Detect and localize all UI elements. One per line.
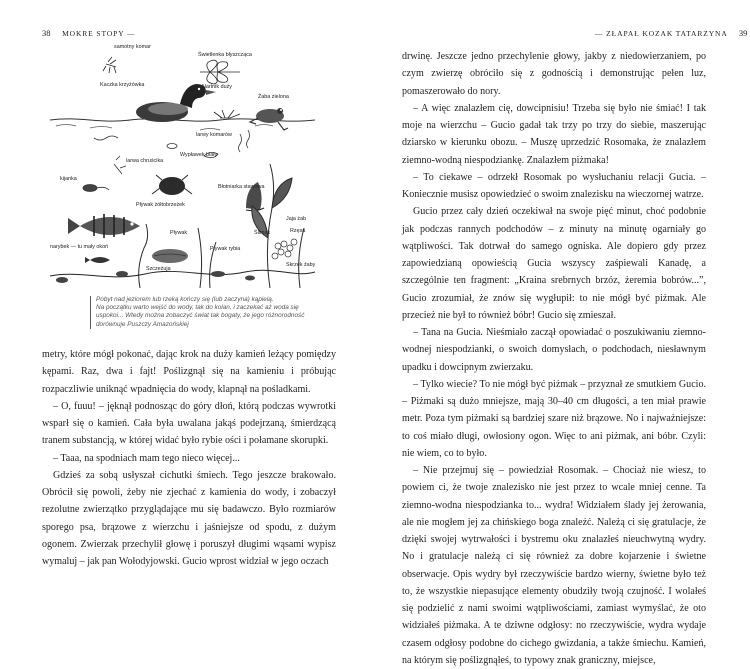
left-page (0, 0, 375, 567)
caption-line: uspokoi... Wtedy można zobaczyć świat tak bogaty, że jego różnorodność (96, 312, 305, 320)
label-rzesa: Rzęsa (290, 228, 306, 234)
label-swietlenka: Świetlenka błyszcząca (198, 52, 252, 58)
bottom-stones-drawing (56, 271, 255, 283)
label-kijanka: kijanka (60, 176, 77, 182)
paragraph: – Tana na Gucia. Nieśmiało zaczął opowiadać o poszukiwaniu ziemno-wodnej niespodzianki, o swoich domysłach, o podchodach, niesławnym upadku i dowcipnym zwierzaku. (402, 327, 706, 373)
pond-illustration (50, 38, 315, 290)
paragraph: – A więc znalazłem cię, dowcipnisiu! Trzeba się było nie śmiać! I tak moje na wierzchu – Gucio gadał tak trzy po trzy do siebie, maszerując dziarsko w kierunku obozu. – Muszę uprzedzić Rosomaka, że znalazłem ziemno-wodną niespodziankę. Znalazłem piżmaka! (402, 102, 706, 166)
caption-line: Na początku warto wejść do wody, tak do kolan, i zaczekać aż woda się (96, 304, 299, 312)
label-kaczka: Kaczka krzyżówka (100, 82, 145, 88)
label-skrzek: Skrzek żaby (286, 262, 315, 268)
left-header-title: MOKRE STOPY — (62, 29, 136, 38)
dragonfly-drawing (200, 60, 240, 84)
left-page-text (42, 346, 336, 570)
paragraph: – Nie przejmuj się – powiedział Rosomak. – Chociaż nie wiesz, to powiem ci, że twoje znalezisko nie jest przez to wcale mniej cenne. Ta ziemno-wodna niespodzianka to... wydra! Widziałem ślady jej żerowania, ale nie mogłem jej za chińskiego boga znaleźć. Należą ci się gratulacje, że dzięki swojej wytrwałości i bystremu oku znalazłeś nieuchwytną wydry. No i gratulacje należą ci się również za dobre kojarzenie i świetne obserwacje. Opis wydry był rzeczywiście bardzo wierny, świetne było też to, że wszystkie niepasujące elementy obudziły twoją czujność. I wolałeś się podzielić z nami swoimi wątpliwościami, zamiast wymyślać, że oto widziałeś piżmaka. A te dziwne odgłosy: no rzeczywiście, wydra wydaje czasem odgłosy podobne do cichego gwizdania, a także śmiechu. Kamień, na którym się poślizgnąłeś, to typowy znak graniczny, miejsce, (402, 465, 706, 666)
label-larwa-chruscika: larwa chruścika (126, 158, 164, 164)
pond-ecosystem-drawing (50, 38, 315, 290)
illustration-caption (90, 296, 336, 329)
frog-spawn-drawing (272, 239, 297, 259)
label-jaja-zab: Jaja żab (286, 216, 307, 222)
right-page-text (402, 48, 706, 669)
paragraph: – Taaa, na spodniach mam tego nieco więcej... (53, 452, 240, 464)
mosquito-drawing (103, 57, 116, 73)
mussel-drawing (152, 249, 188, 263)
paragraph: – Tylko wiecie? To nie mógł być piżmak – przyznał ze smutkiem Gucio. – Piżmaki są dużo mniejsze, mają 30–40 cm długości, a ten miał prawie metr. Poza tym piżmaki są bardziej szare niż brązowe. No i najważniejsze: to coś miało długi, owłosiony ogon. Więc to ani piżmak, ani bóbr. Czyli: nie wiem, co to było. (402, 378, 706, 459)
label-nartnik: Nartnik duży (202, 84, 232, 90)
label-zaba: Żaba zielona (258, 94, 289, 100)
caption-line: Pobyt nad jeziorem lub rzeką kończy się (lub zaczyna) kąpielą. (96, 296, 274, 303)
label-plywak-rybia: Pływak rybia (210, 246, 241, 252)
label-wyplawek: Wypławek biały (180, 152, 218, 158)
label-blotniarka: Błotniarka stawowa (218, 184, 265, 190)
caption-line: dorównuje Puszczy Amazońskiej (96, 320, 189, 328)
paragraph: drwinę. Jeszcze jedno przechylenie głowy, jakby z niedowierzaniem, po czym zwierzę obróciło się z godnością i demonstrując pełen luz, pomaszerowało do nory. (402, 51, 706, 97)
paragraph: – To ciekawe – odrzekł Rosomak po wysłuchaniu relacji Gucia. – Koniecznie musisz opowiedzieć o swoim znalezisku na wieczornej watrze. (402, 171, 706, 200)
paragraph: Gucio przez cały dzień oczekiwał na swoje pięć minut, choć podobnie jak podczas rannych podchodów – z minuty na minutę ogarniały go wątpliwości. Tak dotrwał do samego ogniska. Ale dopiero gdy przez zapowiedzianą opowieścią Gucia wszyscy zaśpiewali Kanadę, a szczególnie ten fragment: „Kraina srebrnych brzóz, żeremia bobrów...”, Gucio zrozumiał, że znów się wygłupił: to nie mógł być piżmak. Ale przecież nie był to również bóbr! Gucio się zmieszał. (402, 206, 706, 321)
right-page-number: 39 (738, 28, 748, 38)
perch-drawing (68, 214, 140, 238)
label-narybek: narybek — tu mały okoń (50, 244, 109, 250)
label-samotny-komar: samotny komar (114, 44, 151, 50)
water-strider-drawing (214, 110, 240, 118)
paragraph: Gdzieś za sobą usłyszał cichutki śmiech. Tego jeszcze brakowało. Obrócił się powoli, żeby nie zjechać z kamienia do wody, i zobaczył rezolutne zwierzątko przyglądające mu się badawczo. Było rozmiarów sporego psa, brązowe z wierzchu i jaśniejsze od spodu, z dużym ogonem. Zwierzak przechylił głowę i poruszył długimi wąsami wypisz wymaluj – jak pan Wołodyjowski. Gucio wprost widział w jego oczach (42, 469, 336, 567)
small-fish-drawing (85, 257, 110, 263)
left-page-number: 38 (42, 28, 51, 38)
paragraph: – O, fuuu! – jęknął podnosząc do góry dłoń, którą podczas wywrotki wsparł się o kamień. Cała była uwalana jakąś podejrzaną, śmierdzącą tranem substancją, w której widać było rybie ości i połamane skorupki. (42, 400, 336, 447)
paragraph: metry, które mógł pokonać, dając krok na duży kamień leżący pomiędzy kępami. Raz, dwa i fajt! Poślizgnął się na kamieniu i próbując rozpaczliwie uniknąć wpadnięcia do wody, klapnął na pośladkami. (42, 349, 336, 395)
label-plywak-zoltobrzezek: Pływak żółtobrzeżek (136, 202, 185, 208)
label-szczezuja: Szczeżuja (146, 266, 171, 272)
right-page (375, 0, 750, 666)
left-running-head (42, 28, 135, 38)
right-running-head (595, 28, 747, 38)
label-plywak: Pływak (170, 230, 188, 236)
right-header-title: — ZŁAPAŁ KOZAK TATARZYNA (595, 29, 728, 38)
diving-beetle-drawing (152, 175, 192, 195)
label-larwy-komarow: larwy komarów (196, 132, 232, 138)
label-slimak: Ślimak (254, 230, 271, 236)
frog-drawing (250, 108, 288, 130)
